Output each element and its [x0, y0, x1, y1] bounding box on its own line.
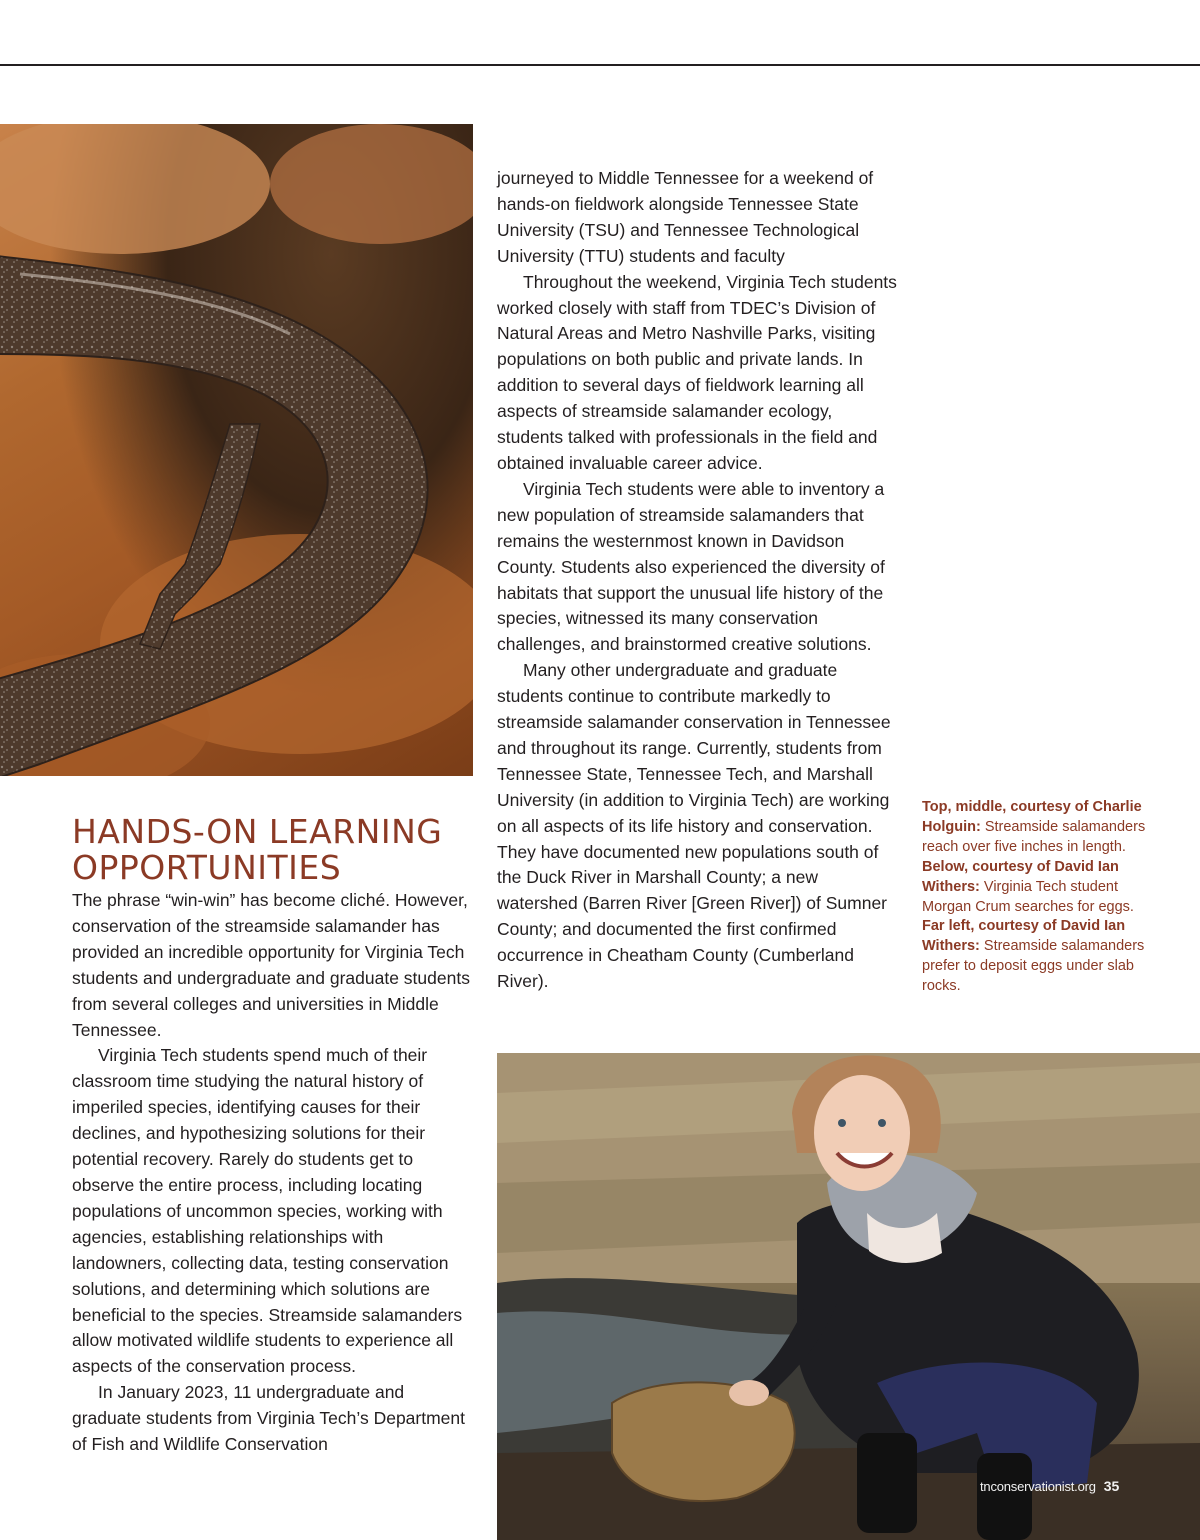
section-heading — [72, 814, 482, 886]
caption-text: Streamside salamanders reach over five inches in length. — [922, 818, 1146, 855]
page-number: 35 — [1103, 1478, 1120, 1494]
website-url[interactable]: tnconservationist.org — [980, 1478, 1096, 1494]
salamander-photo — [0, 124, 473, 776]
caption-credit: Far left, courtesy of David Ian Withers: — [922, 918, 1126, 955]
left-column — [72, 888, 478, 1458]
heading-line-1: HANDS-ON LEARNING — [72, 812, 443, 851]
caption-text: Streamside salamanders prefer to deposit eggs under slab rocks. — [922, 938, 1145, 995]
paragraph: Throughout the weekend, Virginia Tech students worked closely with staff from TDEC’s Division of Natural Areas and Metro Nashville Parks, visiting populations on both public and private lands. In addition to several days of fieldwork learning all aspects of streamside salamander ecology, students talked with professionals in the field and obtained invaluable career advice. — [497, 271, 897, 473]
salamander-illustration — [0, 124, 473, 776]
caption-credit: Top, middle, courtesy of Charlie Holguin: — [922, 799, 1142, 835]
top-rule — [0, 64, 1200, 66]
photo-caption — [922, 798, 1147, 997]
heading-line-2: OPPORTUNITIES — [72, 848, 342, 887]
paragraph: The phrase “win-win” has become cliché. However, conservation of the streamside salamander has provided an incredible opportunity for Virginia Tech students and undergraduate and graduate students from several colleges and universities in Middle Tennessee. — [72, 890, 470, 1040]
caption-credit: Below, courtesy of David Ian Withers: — [922, 858, 1119, 895]
paragraph: Virginia Tech students spend much of their classroom time studying the natural history of imperiled species, identifying causes for their declines, and hypothesizing solutions for their potential recovery. Rarely do students get to observe the entire process, including locating populations of uncommon species, working with agencies, establishing relationships with landowners, collecting data, testing conservation solutions, and determining which solutions are beneficial to the species. Streamside salamanders allow motivated wildlife students to experience all aspects of the conservation process. — [72, 1045, 463, 1377]
student-photo — [497, 1053, 1200, 1540]
paragraph: journeyed to Middle Tennessee for a weekend of hands-on fieldwork alongside Tennessee State University (TSU) and Tennessee Technological University (TTU) students and faculty — [497, 168, 874, 266]
page-footer — [980, 1474, 1120, 1498]
student-illustration — [497, 1053, 1200, 1540]
paragraph: In January 2023, 11 undergraduate and graduate students from Virginia Tech’s Department of Fish and Wildlife Conservation — [72, 1382, 465, 1455]
middle-column — [497, 166, 897, 995]
caption-text: Virginia Tech student Morgan Crum searches for eggs. — [922, 878, 1134, 915]
paragraph: Many other undergraduate and graduate students continue to contribute markedly to streamside salamander conservation in Tennessee and throughout its range. Currently, students from Tennessee State, Tennessee Tech, and Marshall University (in addition to Virginia Tech) are working on all aspects of its life history and conservation. They have documented new populations south of the Duck River in Marshall County; a new watershed (Barren River [Green River]) of Sumner County; and documented the first confirmed occurrence in Cheatham County (Cumberland River). — [497, 660, 891, 992]
paragraph: Virginia Tech students were able to inventory a new population of streamside salamanders that remains the westernmost known in Davidson County. Students also experienced the diversity of habitats that support the unusual life history of the species, witnessed its many conservation challenges, and brainstormed creative solutions. — [497, 478, 885, 655]
